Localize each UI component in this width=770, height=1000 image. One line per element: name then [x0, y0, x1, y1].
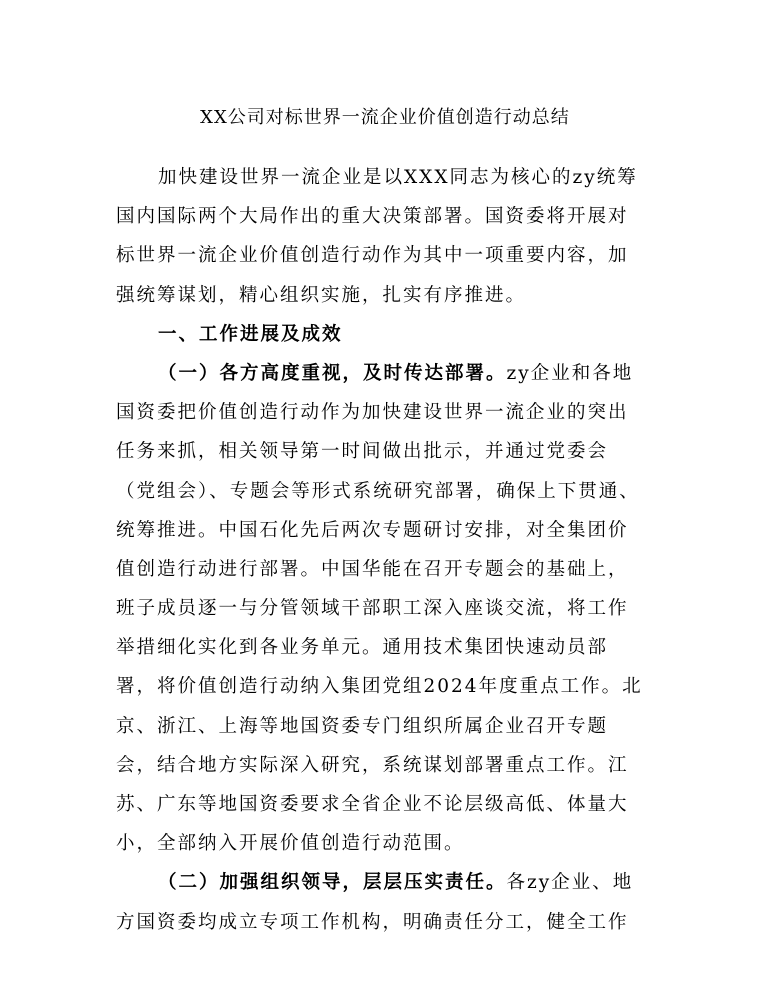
paragraph-lead: （二）加强组织领导，层层压实责任。	[158, 872, 507, 894]
document-title: XX公司对标世界一流企业价值创造行动总结	[200, 107, 570, 128]
paragraph-line: 任务来抓，相关领导第一时间做出批示，并通过党委会	[116, 441, 609, 463]
paragraph-line	[116, 354, 656, 393]
section-heading: 一、工作进展及成效	[158, 323, 343, 345]
paragraph-line: 举措细化实化到各业务单元。通用技术集团快速动员部	[116, 637, 609, 659]
intro-line: 加快建设世界一流企业是以XXX同志为核心的zy统筹	[158, 167, 638, 188]
paragraph-line: 班子成员逐一与分管领域干部职工深入座谈交流，将工作	[116, 598, 629, 620]
paragraph-line: 值创造行动进行部署。中国华能在召开专题会的基础上，	[116, 558, 629, 580]
paragraph-line	[116, 863, 656, 902]
document-body	[116, 158, 656, 942]
paragraph-lead: （一）各方高度重视，及时传达部署。	[158, 362, 507, 384]
intro-line: 国内国际两个大局作出的重大决策部署。国资委将开展对	[116, 206, 629, 228]
paragraph-line: 京、浙江、上海等地国资委专门组织所属企业召开专题	[116, 715, 609, 737]
paragraph-text: 各zy企业、地	[506, 872, 634, 894]
intro-line: 强统筹谋划，精心组织实施，扎实有序推进。	[116, 284, 527, 306]
paragraph-line: （党组会）、专题会等形式系统研究部署，确保上下贯通、	[116, 480, 640, 502]
intro-line: 标世界一流企业价值创造行动作为其中一项重要内容，加	[116, 245, 629, 267]
paragraph-line: 统筹推进。中国石化先后两次专题研讨安排，对全集团价	[116, 519, 629, 541]
paragraph-line: 署，将价值创造行动纳入集团党组2024年度重点工作。北	[116, 676, 643, 698]
paragraph-line: 会，结合地方实际深入研究，系统谋划部署重点工作。江	[116, 754, 629, 776]
paragraph-text: zy企业和各地	[506, 362, 634, 384]
paragraph-line: 小，全部纳入开展价值创造行动范围。	[116, 833, 465, 855]
paragraph-line: 方国资委均成立专项工作机构，明确责任分工，健全工作	[116, 911, 629, 933]
paragraph-line: 国资委把价值创造行动作为加快建设世界一流企业的突出	[116, 402, 629, 424]
paragraph-line: 苏、广东等地国资委要求全省企业不论层级高低、体量大	[116, 794, 629, 815]
